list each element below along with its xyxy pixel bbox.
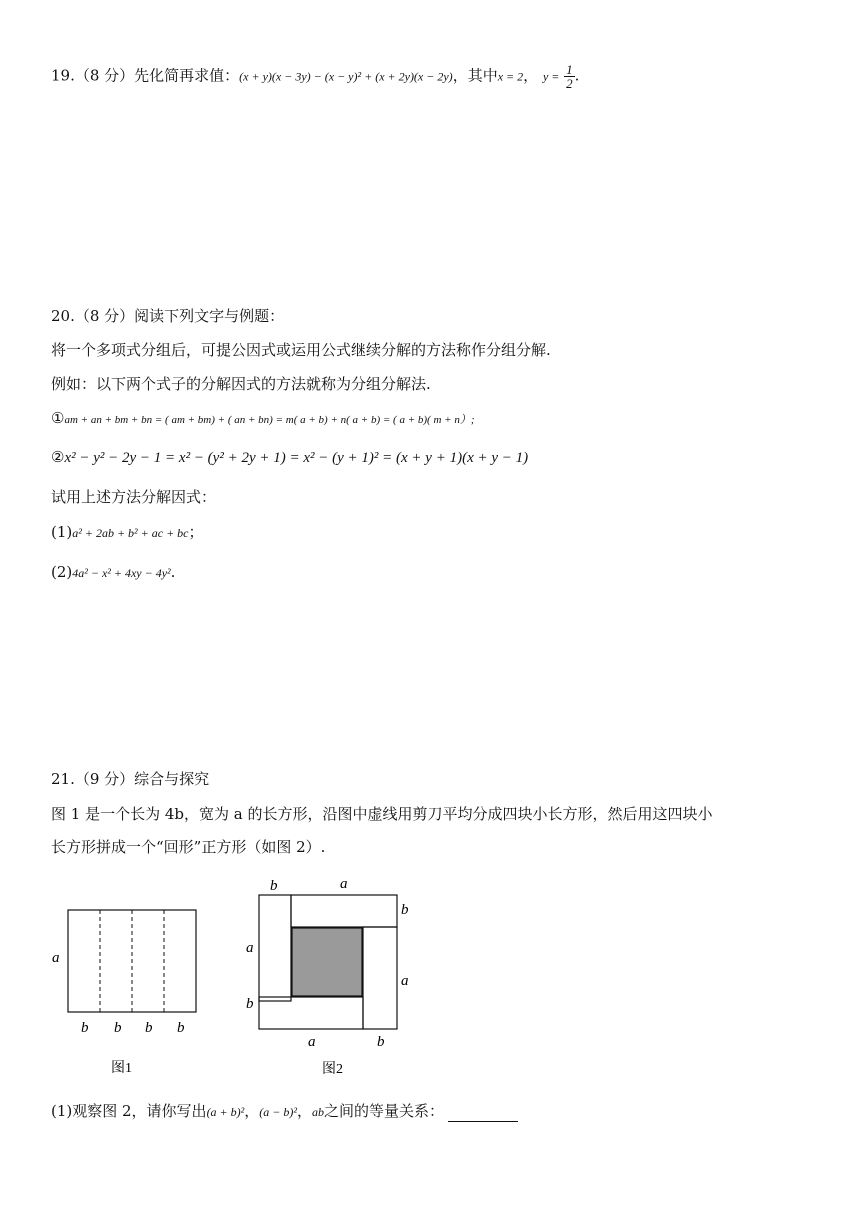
fig1-bottom-label: b — [177, 1020, 185, 1036]
fig2-label-bottom-b: b — [377, 1034, 385, 1050]
example-marker: ② — [51, 448, 65, 466]
q21-title: 21.（9 分）综合与探究 — [51, 770, 210, 788]
q21-desc-1: 图 1 是一个长为 4b，宽为 a 的长方形，沿图中虚线用剪刀平均分成四块小长方形，然后用这四块小 — [51, 805, 713, 823]
fig2-bottom-strip — [259, 997, 363, 1029]
fig2-label-top-b: b — [270, 878, 278, 894]
fig2-right-strip — [363, 927, 397, 1029]
fig2-caption: 图2 — [322, 1062, 343, 1077]
question-19 — [51, 63, 579, 90]
part-label: (2) — [51, 563, 73, 581]
fig1-caption: 图1 — [111, 1061, 132, 1076]
q20-part-1 — [51, 522, 204, 543]
q20-example-2 — [51, 447, 528, 468]
q20-part-2 — [51, 562, 175, 583]
q20-example-1 — [51, 408, 475, 430]
q20-line2: 例如：以下两个式子的分解因式的方法就称为分组分解法. — [51, 375, 431, 393]
fig2-label-bottom-a: a — [308, 1034, 316, 1050]
sub1-expression-3: ab — [311, 1105, 324, 1119]
q19-x-condition: x = 2 — [497, 69, 524, 84]
q20-line1: 将一个多项式分组后，可提公因式或运用公式继续分解的方法称作分组分解. — [51, 341, 551, 359]
fig1-bottom-label: b — [81, 1020, 89, 1036]
part-end: ； — [188, 523, 204, 541]
example-1-expression: am + an + bm + bn = ( am + bm) + ( an + bn) = m( a + b) + n( a + b) = ( a + b)( m + n）; — [64, 414, 475, 426]
q19-separator: ， — [523, 66, 539, 85]
q19-y-lhs: y = — [542, 69, 560, 84]
fraction-denominator: 2 — [566, 76, 573, 91]
fig2-label-top-a: a — [340, 876, 348, 892]
q19-prefix: 19.（8 分）先化简再求值： — [51, 66, 240, 85]
figure-2 — [240, 870, 430, 1085]
q21-desc-2: 长方形拼成一个“回形”正方形（如图 2）. — [51, 838, 326, 856]
answer-blank[interactable] — [448, 1105, 518, 1122]
sub1-prefix: (1)观察图 2，请你写出 — [51, 1102, 207, 1120]
example-marker: ① — [51, 409, 65, 427]
fig1-bottom-label: b — [145, 1020, 153, 1036]
fraction-numerator: 1 — [566, 62, 573, 77]
sub1-separator: ， — [296, 1102, 312, 1120]
q19-end: . — [574, 66, 580, 85]
fig2-label-left-b: b — [246, 996, 254, 1012]
fig1-side-label: a — [52, 950, 60, 966]
fig2-top-strip — [291, 895, 397, 927]
fig2-shaded-square — [292, 928, 362, 996]
fig2-label-right-a: a — [401, 973, 409, 989]
part-end: . — [170, 563, 176, 581]
sub1-separator: ， — [244, 1102, 260, 1120]
sub1-expression-2: (a − b)² — [259, 1105, 297, 1119]
part-label: (1) — [51, 523, 73, 541]
q20-instruction: 试用上述方法分解因式： — [51, 488, 217, 506]
q21-sub-1 — [51, 1101, 518, 1122]
sub1-expression-1: (a + b)² — [206, 1105, 245, 1119]
q20-title: 20.（8 分）阅读下列文字与例题： — [51, 307, 285, 325]
fig1-bottom-label: b — [114, 1020, 122, 1036]
q19-expression: (x + y)(x − 3y) − (x − y)² + (x + 2y)(x − 2y) — [239, 69, 453, 84]
q19-cond-text: ，其中 — [452, 66, 498, 85]
part-1-expression: a² + 2ab + b² + ac + bc — [72, 526, 189, 540]
example-2-expression: x² − y² − 2y − 1 = x² − (y² + 2y + 1) = x² − (y + 1)² = (x + y + 1)(x + y − 1) — [64, 450, 529, 466]
q19-y-fraction — [564, 63, 575, 90]
fig2-label-left-a: a — [246, 940, 254, 956]
fig2-label-right-b: b — [401, 902, 409, 918]
part-2-expression: 4a² − x² + 4xy − 4y² — [72, 566, 171, 580]
figure-1 — [45, 900, 215, 1085]
sub1-suffix: 之间的等量关系： — [323, 1102, 444, 1120]
fig2-left-strip — [259, 895, 291, 1001]
